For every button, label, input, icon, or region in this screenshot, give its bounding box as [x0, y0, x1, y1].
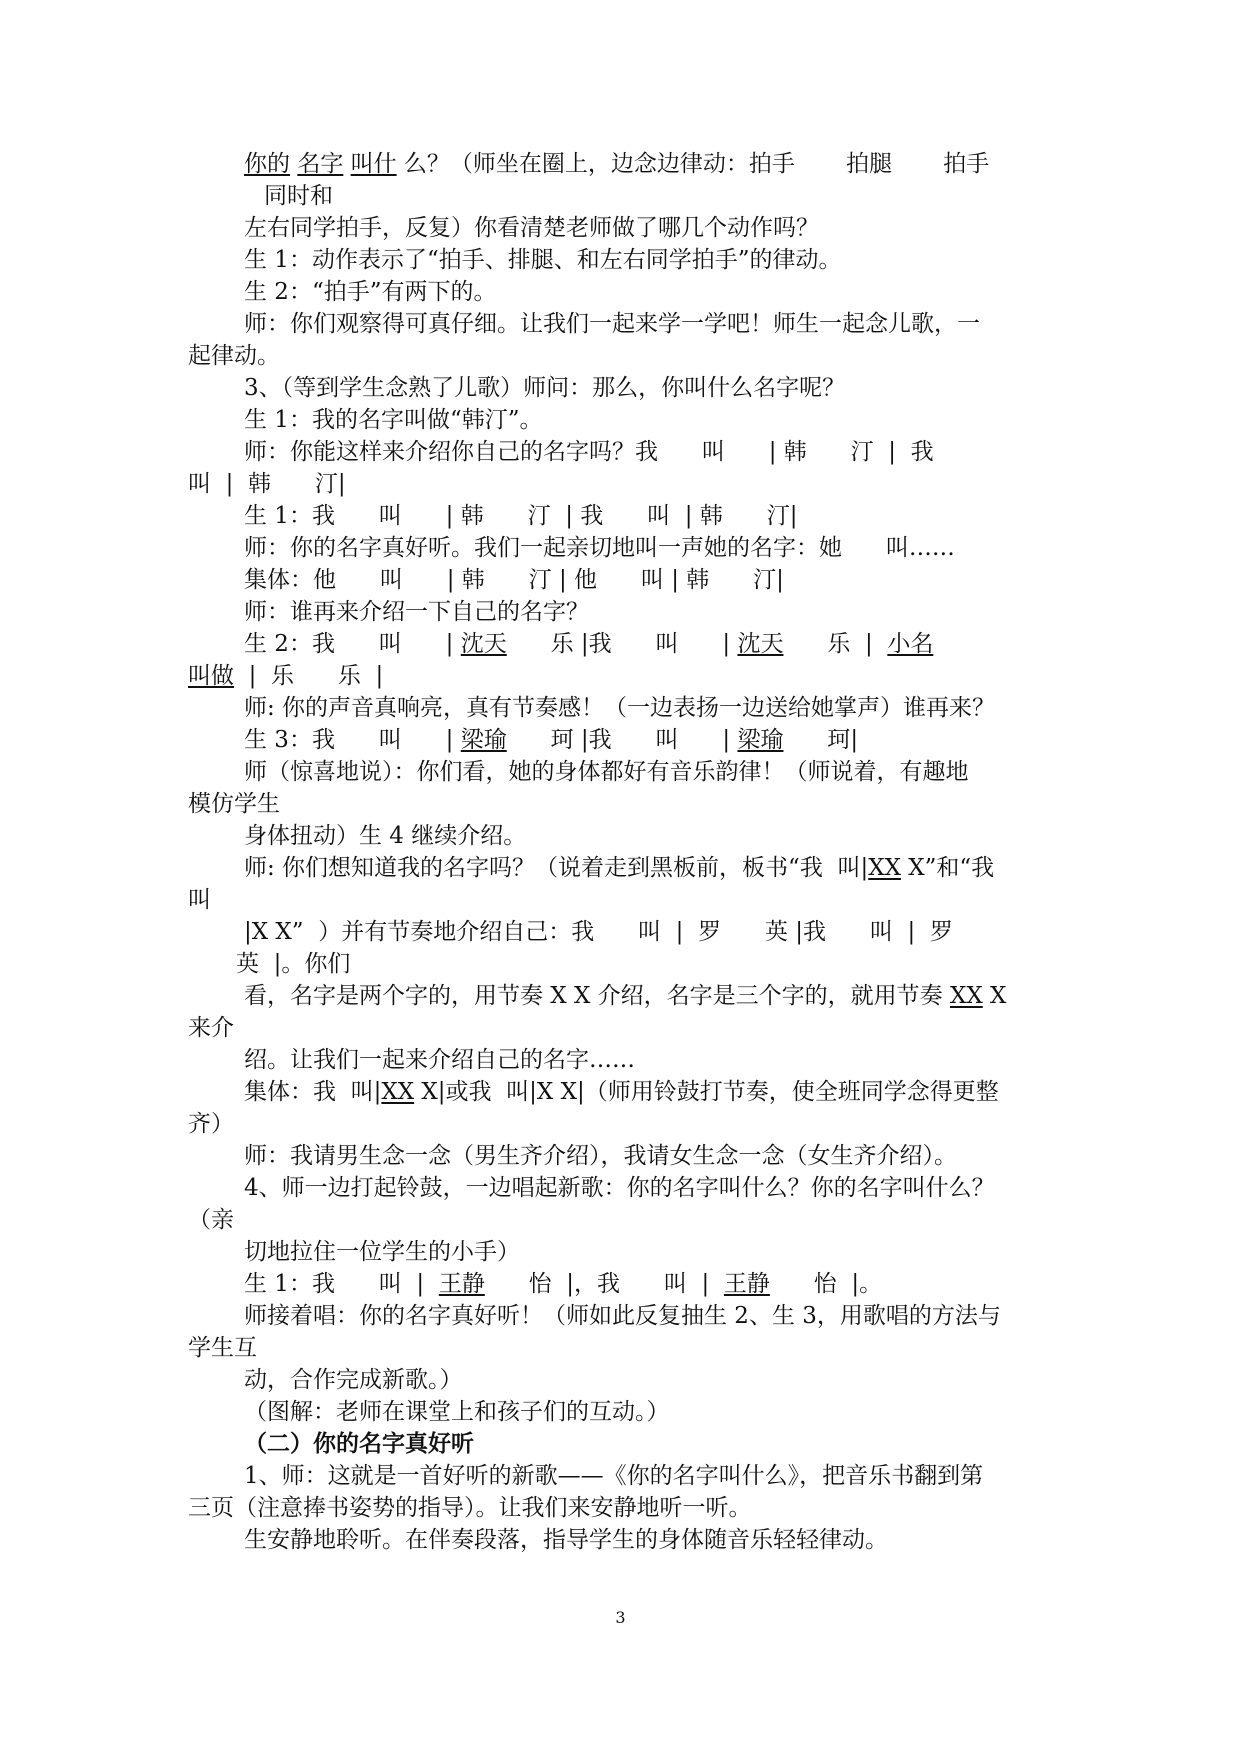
text-line: 1、师：这就是一首好听的新歌——《你的名字叫什么》，把音乐书翻到第	[244, 1463, 984, 1489]
text-line: 师: 你的声音真响亮，真有节奏感！（一边表扬一边送给她掌声）谁再来？	[244, 695, 996, 721]
text-line: 学生互	[188, 1335, 257, 1361]
text-line: 集体：他 叫 | 韩 汀 | 他 叫 | 韩 汀|	[244, 567, 784, 593]
underlined-word: 梁瑜	[460, 727, 507, 753]
text-line: 师：你的名字真好听。我们一起亲切地叫一声她的名字：她 叫……	[244, 535, 955, 561]
text-line: 生 1：动作表示了“拍手、排腿、和左右同学拍手”的律动。	[244, 247, 842, 273]
underlined-word: 沈天	[460, 631, 507, 657]
text-line: 师（惊喜地说）：你们看，她的身体都好有音乐韵律！（师说着，有趣地	[244, 759, 969, 785]
text-line: 身体扭动）生 4 继续介绍。	[244, 823, 527, 849]
underlined-word: 名字	[297, 151, 344, 177]
underlined-word: XX	[381, 1079, 415, 1105]
text-line: 生 3：我 叫 | 梁瑜 珂 |我 叫 | 梁瑜 珂|	[244, 727, 859, 753]
underlined-word: XX	[868, 855, 901, 881]
text-line: 左右同学拍手，反复）你看清楚老师做了哪几个动作吗？	[244, 215, 819, 241]
text-line: 同时和	[264, 183, 333, 209]
section-heading: （二）你的名字真好听	[244, 1430, 474, 1457]
underlined-word: 叫做	[188, 663, 234, 689]
text-line: 叫做 | 乐 乐 |	[188, 663, 384, 689]
text-line: 师：你们观察得可真仔细。让我们一起来学一学吧！师生一起念儿歌，一	[244, 311, 980, 337]
text-line: 英 |。你们	[236, 951, 351, 977]
text-line: 生 2：我 叫 | 沈天 乐 |我 叫 | 沈天 乐 | 小名	[244, 631, 934, 657]
underlined-word: 梁瑜	[737, 727, 784, 753]
text-line: 起律动。	[188, 343, 280, 369]
text-line: 叫	[188, 887, 211, 913]
underlined-word: XX	[950, 983, 983, 1009]
text-line: 生 1：我 叫 | 韩 汀 | 我 叫 | 韩 汀|	[244, 503, 798, 529]
underlined-word: 王静	[723, 1271, 770, 1297]
text-line: 生 1：我的名字叫做“韩汀”。	[244, 407, 543, 433]
text-line: 师：我请男生念一念（男生齐介绍），我请女生念一念（女生齐介绍）。	[244, 1143, 957, 1169]
text-line: 师：你能这样来介绍你自己的名字吗？我 叫 | 韩 汀 | 我	[244, 439, 934, 465]
text-line: 齐）	[188, 1111, 234, 1137]
text-line: 看，名字是两个字的，用节奏 X X 介绍，名字是三个字的，就用节奏 XX X	[244, 983, 1007, 1009]
text-line: （亲	[188, 1207, 234, 1233]
text-line: 模仿学生	[188, 791, 280, 817]
text-line: 绍。让我们一起来介绍自己的名字……	[244, 1047, 635, 1073]
underlined-word: 叫什	[350, 151, 397, 177]
underlined-word: 你的	[244, 151, 290, 177]
text-line: 师：谁再来介绍一下自己的名字？	[244, 599, 589, 625]
text-line: 生 1：我 叫 | 王静 怡 |，我 叫 | 王静 怡 |。	[244, 1271, 883, 1297]
underlined-word: 沈天	[737, 631, 784, 657]
page-number: 3	[615, 1608, 626, 1627]
text-line: 师接着唱：你的名字真好听！（师如此反复抽生 2、生 3，用歌唱的方法与	[244, 1303, 1001, 1329]
text-line: 来介	[188, 1015, 234, 1041]
text-line-1: 你的 名字 叫什 么？（师坐在圈上，边念边律动：拍手 拍腿 拍手	[244, 151, 990, 177]
text-line: 集体：我 叫|XX X|或我 叫|X X|（师用铃鼓打节奏，使全班同学念得更整	[244, 1079, 999, 1105]
text-line: 生安静地聆听。在伴奏段落，指导学生的身体随音乐轻轻律动。	[244, 1527, 888, 1553]
text-line: 生 2：“拍手”有两下的。	[244, 279, 497, 305]
text-line: 师: 你们想知道我的名字吗？（说着走到黑板前，板书“我 叫|XX X”和“我	[244, 855, 995, 881]
underlined-word: 小名	[887, 631, 934, 657]
text-line: （图解：老师在课堂上和孩子们的互动。）	[244, 1399, 670, 1425]
text-line: 动，合作完成新歌。）	[244, 1367, 463, 1393]
underlined-word: 王静	[438, 1271, 485, 1297]
text-line: 叫 | 韩 汀|	[188, 471, 346, 497]
text-line: 4、师一边打起铃鼓，一边唱起新歌：你的名字叫什么？你的名字叫什么？	[244, 1175, 995, 1201]
text-line: 三页（注意捧书姿势的指导）。让我们来安静地听一听。	[188, 1495, 752, 1521]
text-line: 3、（等到学生念熟了儿歌）师问：那么，你叫什么名字呢？	[244, 375, 846, 401]
text-line: |X X” ）并有节奏地介绍自己：我 叫 | 罗 英 |我 叫 | 罗	[244, 919, 953, 945]
text-line: 切地拉住一位学生的小手）	[244, 1239, 520, 1265]
